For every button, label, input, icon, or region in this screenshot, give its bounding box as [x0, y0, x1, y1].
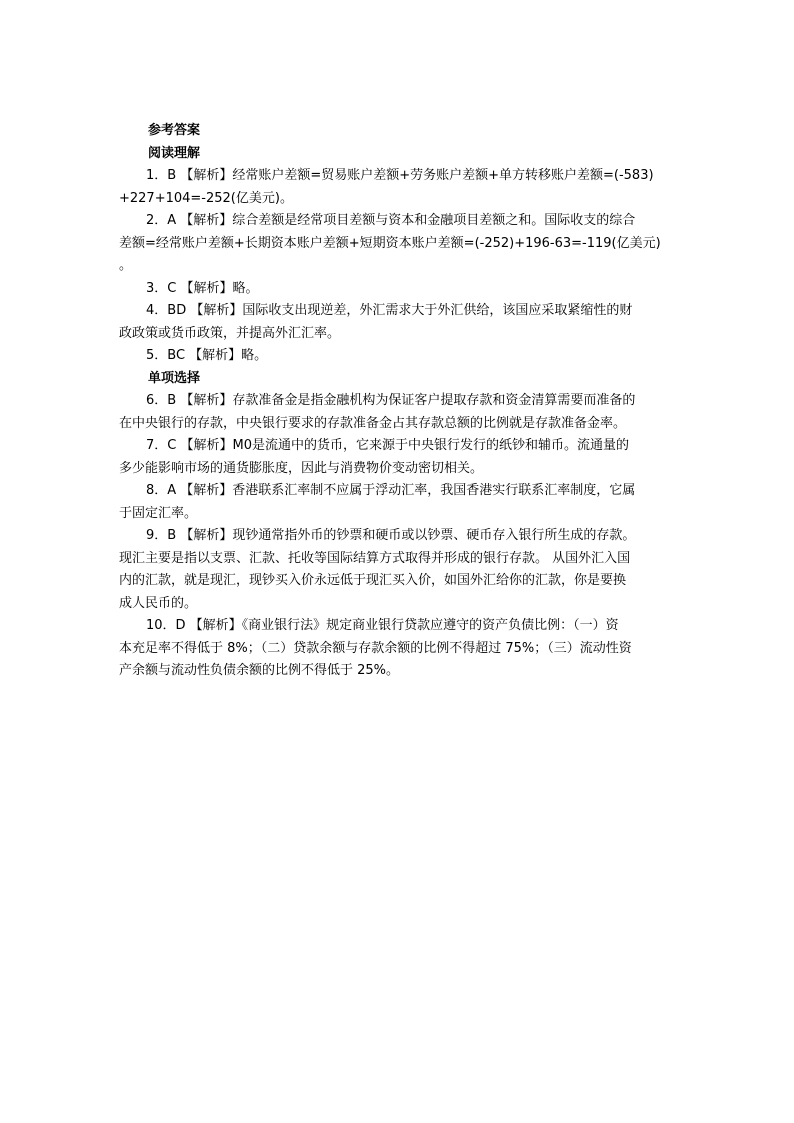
answer-section [119, 368, 674, 683]
answer-item [119, 525, 674, 615]
answer-item-continuation-line: 多少能影响市场的通货膨胀度，因此与消费物价变动密切相关。 [119, 460, 484, 476]
answer-item-first-line: 3．C 【解析】略。 [146, 280, 259, 296]
answer-item-continuation-line: 本充足率不得低于 8%；（二）贷款余额与存款余额的比例不得超过 75%；（三）流动性资 [119, 640, 632, 656]
answer-sections [119, 143, 674, 683]
answer-item-continuation-line: 于固定汇率。 [119, 505, 198, 521]
answer-key-content [119, 120, 674, 683]
answer-item [119, 615, 674, 683]
answer-item-first-line: 5．BC 【解析】略。 [146, 348, 268, 363]
answer-item-continuation-line: 产余额与流动性负债余额的比例不得低于 25%。 [119, 663, 400, 678]
answer-item [119, 165, 674, 210]
answer-item-continuation-line: 现汇主要是指以支票、汇款、托收等国际结算方式取得并形成的银行存款。 从国外汇入国 [119, 550, 631, 566]
answer-item-first-line: 6．B 【解析】存款准备金是指金融机构为保证客户提取存款和资金清算需要而准备的 [146, 393, 636, 408]
answer-item [119, 435, 674, 480]
section-heading: 单项选择 [148, 370, 201, 386]
section-heading: 阅读理解 [148, 145, 201, 161]
answer-item [119, 210, 674, 278]
answer-item-continuation-line: 。 [119, 258, 133, 273]
answer-item-first-line: 2．A 【解析】综合差额是经常项目差额与资本和金融项目差额之和。国际收支的综合 [146, 213, 636, 228]
answer-item-continuation-line: 差额=经常账户差额+长期资本账户差额+短期资本账户差额=(-252)+196-63=-119(亿美元) [119, 235, 661, 251]
answer-item-first-line: 1．B 【解析】经常账户差额=贸易账户差额+劳务账户差额+单方转移账户差额=(-583) [146, 168, 654, 183]
answer-section [119, 143, 674, 368]
answer-item [119, 480, 674, 525]
answer-item-first-line: 7．C 【解析】M0是流通中的货币，它来源于中央银行发行的纸钞和辅币。流通量的 [146, 438, 629, 453]
answer-item-first-line: 8．A 【解析】香港联系汇率制不应属于浮动汇率，我国香港实行联系汇率制度，它属 [146, 483, 636, 498]
answer-item-continuation-line: +227+104=-252(亿美元)。 [119, 190, 293, 206]
answer-item [119, 278, 674, 301]
answer-item-first-line: 9．B 【解析】现钞通常指外币的钞票和硬币或以钞票、硬币存入银行所生成的存款。 [146, 528, 636, 543]
answer-item-first-line: 4．BD 【解析】国际收支出现逆差，外汇需求大于外汇供给，该国应采取紧缩性的财 [146, 303, 633, 318]
document-title: 参考答案 [148, 123, 201, 138]
answer-item-continuation-line: 成人民币的。 [119, 595, 198, 611]
answer-item [119, 390, 674, 435]
answer-item-continuation-line: 政政策或货币政策，并提高外汇汇率。 [119, 325, 341, 341]
answer-item [119, 345, 674, 368]
answer-item-first-line: 10．D 【解析】《商业银行法》规定商业银行贷款应遵守的资产负债比例：（一）资 [146, 618, 619, 633]
answer-item-continuation-line: 内的汇款，就是现汇，现钞买入价永远低于现汇买入价，如国外汇给你的汇款，你是要换 [119, 573, 627, 588]
answer-item-continuation-line: 在中央银行的存款，中央银行要求的存款准备金占其存款总额的比例就是存款准备金率。 [119, 415, 627, 431]
answer-item [119, 300, 674, 345]
